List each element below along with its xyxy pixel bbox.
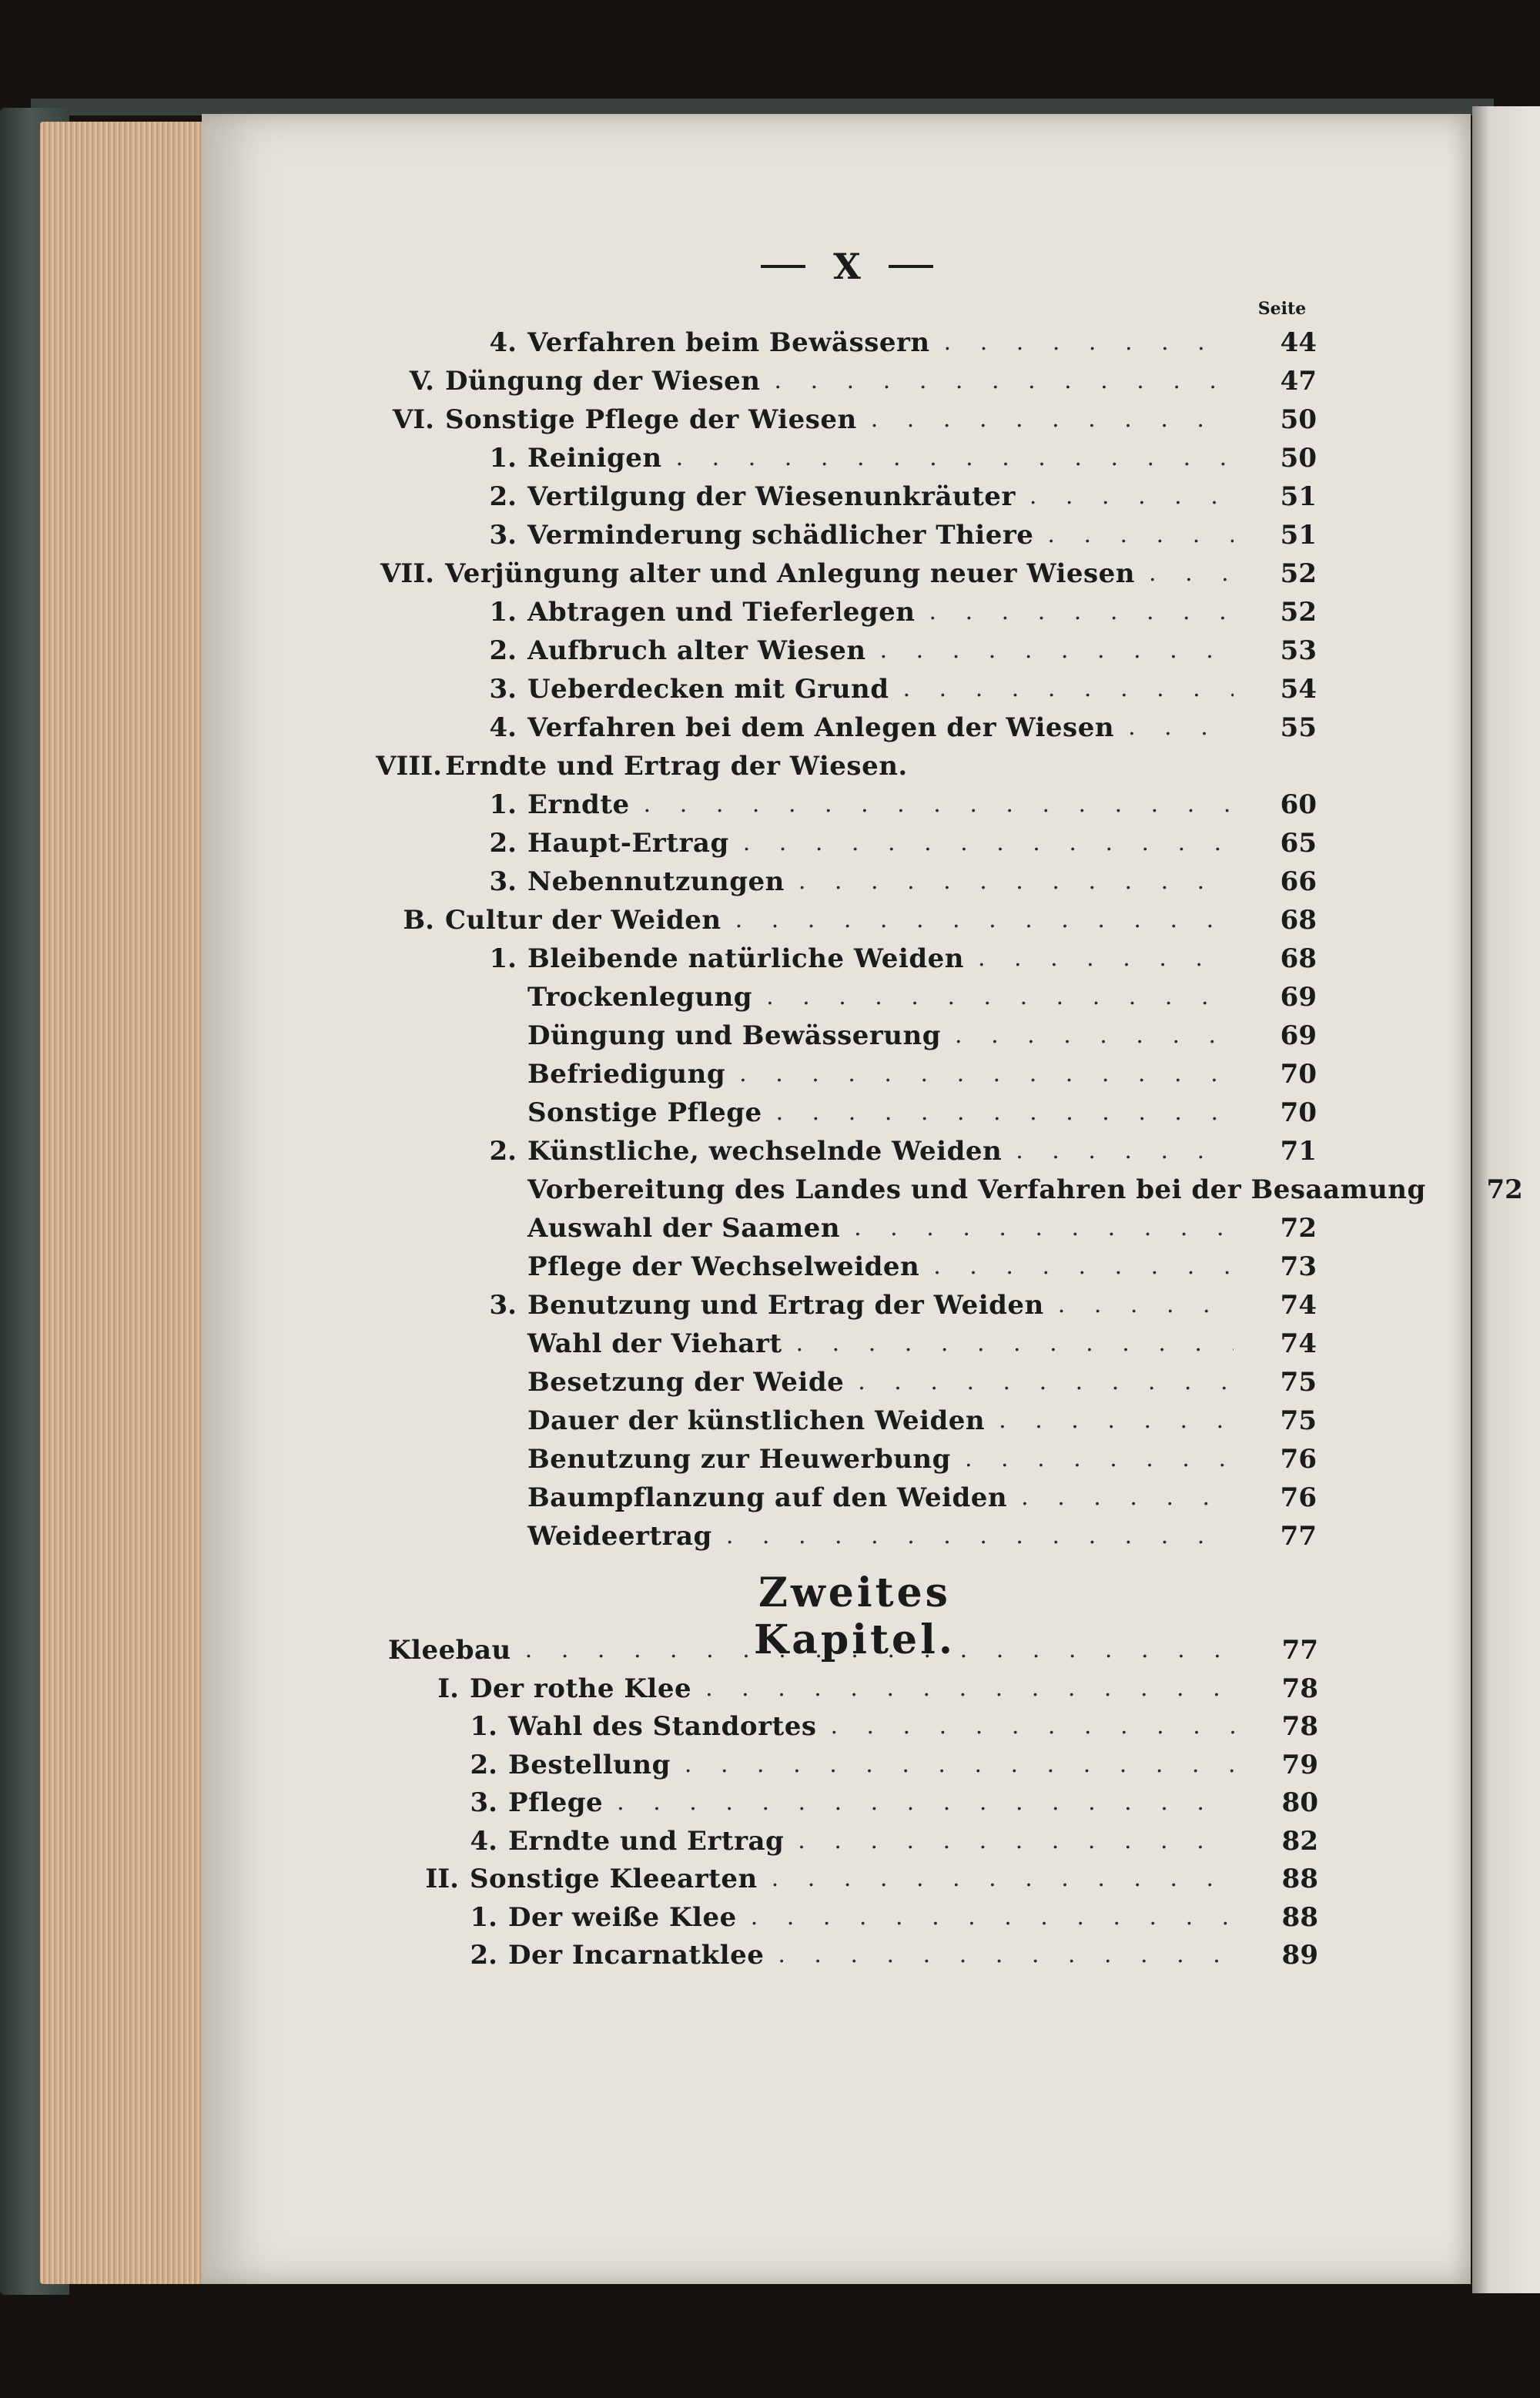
toc-entry-number: V. [409, 366, 434, 397]
toc-leader-dots [798, 862, 1234, 901]
toc-entry-page-number: 79 [1281, 1749, 1318, 1780]
toc-entry-number: 4. [489, 712, 517, 743]
toc-entry-page-number: 69 [1280, 1020, 1317, 1051]
toc-entry-page-number: 69 [1280, 982, 1317, 1013]
toc-entry-page-number: 73 [1280, 1251, 1317, 1282]
toc-leader-dots [735, 901, 1234, 939]
toc-entry-page-number: 68 [1280, 905, 1317, 936]
toc-leader-dots [525, 1631, 1235, 1670]
toc-entry-number: 3. [489, 866, 517, 897]
toc-entry-number: 2. [470, 1749, 497, 1780]
toc-entry-title: Bleibende natürliche Weiden [527, 943, 964, 974]
toc-entry-page-number: 76 [1280, 1482, 1317, 1513]
toc-entry-title: Der weiße Klee [508, 1901, 737, 1933]
toc-entry-title: Vorbereitung des Landes und Verfahren bei der Besaamung [527, 1174, 1426, 1205]
toc-entry-title: Erndte und Ertrag [508, 1825, 785, 1857]
toc-leader-dots [880, 631, 1234, 670]
toc-entry [376, 554, 1317, 593]
toc-entry-page-number: 70 [1280, 1097, 1317, 1128]
toc-entry-title: Besetzung der Weide [527, 1367, 845, 1398]
toc-entry-title: Haupt-Ertrag [527, 828, 729, 859]
toc-leader-dots [1021, 1479, 1234, 1517]
toc-entry-number: 4. [470, 1825, 497, 1857]
toc-entry [458, 1094, 1317, 1132]
toc-entry-page-number: 54 [1280, 674, 1317, 705]
toc-entry-number: 1. [470, 1901, 497, 1933]
toc-entry-title: Abtragen und Tieferlegen [527, 597, 916, 628]
toc-entry [458, 1325, 1317, 1363]
toc-entry-title: Verfahren bei dem Anlegen der Wiesen [527, 712, 1115, 743]
toc-entry [439, 1783, 1318, 1822]
toc-leader-dots [685, 1746, 1235, 1784]
toc-entry-title: Reinigen [527, 443, 662, 474]
toc-leader-dots [798, 1822, 1235, 1860]
toc-leader-dots [955, 1016, 1234, 1055]
toc-entry-number: VII. [380, 558, 434, 589]
toc-entry [458, 323, 1317, 362]
toc-leader-dots [705, 1670, 1235, 1708]
toc-entry-page-number: 50 [1280, 443, 1317, 474]
toc-entry [400, 1670, 1318, 1708]
toc-leader-dots [726, 1517, 1234, 1556]
toc-leader-dots [796, 1325, 1234, 1363]
toc-entry [458, 516, 1317, 554]
toc-entry [458, 477, 1317, 516]
toc-entry-page-number: 47 [1280, 366, 1317, 397]
toc-entry-page-number: 89 [1281, 1940, 1318, 1971]
toc-leader-dots [775, 362, 1234, 400]
toc-entry-page-number: 44 [1280, 327, 1317, 358]
toc-leader-dots [739, 1055, 1234, 1094]
toc-leader-dots [933, 1248, 1234, 1286]
toc-entry-page-number: 71 [1280, 1136, 1317, 1167]
toc-entry [439, 1936, 1318, 1974]
toc-entry [458, 631, 1317, 670]
toc-entry-page-number: 78 [1281, 1711, 1318, 1742]
toc-entry-page-number: 78 [1281, 1673, 1318, 1704]
toc-entry [376, 400, 1317, 439]
toc-leader-dots [999, 1402, 1234, 1440]
toc-entry-page-number: 88 [1281, 1864, 1318, 1894]
toc-entry-page-number: 68 [1280, 943, 1317, 974]
toc-leader-dots [858, 1363, 1234, 1402]
toc-entry [439, 1746, 1318, 1784]
toc-entry-number: 2. [489, 1136, 517, 1167]
toc-entry [458, 1479, 1317, 1517]
toc-entry-title: Sonstige Pflege [527, 1097, 762, 1128]
toc-entry [377, 1631, 1318, 1670]
toc-entry-title: Auswahl der Saamen [527, 1213, 841, 1244]
toc-entry-number: 2. [489, 635, 517, 666]
toc-entry-number: 2. [489, 481, 517, 512]
toc-entry-page-number: 72 [1280, 1213, 1317, 1244]
toc-entry-title: Wahl des Standortes [508, 1711, 817, 1742]
toc-entry [376, 362, 1317, 400]
toc-entry-number: 2. [489, 828, 517, 859]
toc-entry-page-number: 53 [1280, 635, 1317, 666]
toc-entry [458, 1363, 1317, 1402]
toc-entry [400, 1860, 1318, 1898]
toc-entry [458, 785, 1317, 824]
toc-entry-page-number: 52 [1280, 558, 1317, 589]
toc-leader-dots [1058, 1286, 1234, 1325]
toc-leader-dots [871, 400, 1234, 439]
book-cover-top-edge [31, 99, 1494, 116]
toc-entry-title: Düngung und Bewässerung [527, 1020, 942, 1051]
toc-entry-title: Aufbruch alter Wiesen [527, 635, 866, 666]
toc-leader-dots [1128, 708, 1234, 747]
toc-entry-page-number: 65 [1280, 828, 1317, 859]
toc-entry [458, 1209, 1317, 1248]
toc-entry-title: Der rothe Klee [470, 1673, 692, 1704]
toc-leader-dots [1029, 477, 1234, 516]
toc-entry-number: 4. [489, 327, 517, 358]
toc-entry-page-number: 75 [1280, 1367, 1317, 1398]
toc-entry-title: Erndte [527, 789, 630, 820]
header-dash-right [889, 265, 933, 268]
toc-entry [458, 439, 1317, 477]
toc-entry-title: Trockenlegung [527, 982, 753, 1013]
toc-entry-number: 2. [470, 1940, 497, 1971]
toc-entry-title: Kleebau [388, 1635, 511, 1666]
toc-entry-page-number: 70 [1280, 1059, 1317, 1090]
toc-entry-title: Wahl der Viehart [527, 1328, 782, 1359]
toc-entry-page-number: 51 [1280, 481, 1317, 512]
toc-entry-title: Weideertrag [527, 1521, 712, 1552]
toc-entry [439, 1898, 1318, 1937]
toc-entry [458, 708, 1317, 747]
toc-leader-dots [778, 1936, 1235, 1974]
toc-entry [376, 901, 1317, 939]
toc-entry-page-number: 76 [1280, 1444, 1317, 1475]
toc-leader-dots [830, 1707, 1235, 1746]
toc-leader-dots [766, 978, 1234, 1016]
toc-entry-title: Vertilgung der Wiesenunkräuter [527, 481, 1016, 512]
toc-entry [458, 1517, 1317, 1556]
toc-entry [458, 1171, 1523, 1209]
toc-entry-title: Befriedigung [527, 1059, 726, 1090]
toc-entry-title: Benutzung zur Heuwerbung [527, 1444, 951, 1475]
toc-leader-dots [772, 1860, 1235, 1898]
toc-entry-page-number: 75 [1280, 1405, 1317, 1436]
chapter-heading: Zweites Kapitel. [754, 1569, 956, 1663]
toc-entry-number: 1. [489, 443, 517, 474]
toc-entry-title: Ueberdecken mit Grund [527, 674, 889, 705]
toc-entry-page-number: 55 [1280, 712, 1317, 743]
toc-entry-title: Bestellung [508, 1749, 671, 1780]
toc-entry-number: B. [403, 905, 434, 936]
toc-entry-number: II. [425, 1864, 459, 1894]
toc-entry-number: 1. [470, 1711, 497, 1742]
toc-leader-dots [978, 939, 1234, 978]
toc-entry-number: VIII. [376, 751, 442, 782]
toc-leader-dots [751, 1898, 1235, 1937]
toc-entry [439, 1707, 1318, 1746]
toc-entry [458, 1402, 1317, 1440]
toc-entry-page-number: 52 [1280, 597, 1317, 628]
header-dash-left [761, 265, 805, 268]
toc-entry-page-number: 77 [1281, 1635, 1318, 1666]
toc-entry-page-number: 66 [1280, 866, 1317, 897]
toc-entry-number: 1. [489, 789, 517, 820]
toc-entry [376, 747, 1317, 785]
toc-entry [458, 862, 1317, 901]
toc-entry-title: Der Incarnatklee [508, 1940, 765, 1971]
toc-entry-number: 1. [489, 597, 517, 628]
toc-entry-page-number: 51 [1280, 520, 1317, 551]
toc-entry-page-number: 77 [1280, 1521, 1317, 1552]
toc-entry [458, 1055, 1317, 1094]
page-roman-numeral: X [833, 246, 861, 287]
toc-leader-dots [617, 1783, 1235, 1822]
toc-entry [439, 1822, 1318, 1860]
toc-leader-dots [1149, 554, 1234, 593]
page-column-label: Seite [1257, 299, 1307, 319]
toc-entry [458, 1132, 1317, 1171]
toc-entry-number: VI. [392, 404, 434, 435]
toc-entry-title: Erndte und Ertrag der Wiesen. [445, 751, 908, 782]
toc-leader-dots [1016, 1132, 1234, 1171]
toc-entry-page-number: 72 [1486, 1174, 1523, 1205]
toc-entry [458, 1248, 1317, 1286]
toc-entry-title: Benutzung und Ertrag der Weiden [527, 1290, 1044, 1321]
toc-entry-page-number: 74 [1280, 1328, 1317, 1359]
toc-entry-title: Sonstige Pflege der Wiesen [445, 404, 857, 435]
toc-entry [458, 824, 1317, 862]
toc-entry-title: Düngung der Wiesen [445, 366, 761, 397]
toc-leader-dots [644, 785, 1234, 824]
toc-entry-title: Baumpflanzung auf den Weiden [527, 1482, 1008, 1513]
toc-entry-title: Künstliche, wechselnde Weiden [527, 1136, 1003, 1167]
toc-entry-title: Verjüngung alter und Anlegung neuer Wiesen [445, 558, 1136, 589]
toc-leader-dots [1047, 516, 1234, 554]
toc-entry-title: Pflege der Wechselweiden [527, 1251, 920, 1282]
toc-entry-number: 3. [470, 1787, 497, 1818]
toc-leader-dots [903, 670, 1234, 708]
toc-leader-dots [944, 323, 1234, 362]
toc-leader-dots [965, 1440, 1234, 1479]
toc-entry-page-number: 80 [1281, 1787, 1318, 1818]
toc-entry-page-number: 50 [1280, 404, 1317, 435]
toc-entry-title: Pflege [508, 1787, 604, 1818]
toc-entry [458, 1286, 1317, 1325]
toc-entry-title: Verminderung schädlicher Thiere [527, 520, 1034, 551]
toc-entry [458, 939, 1317, 978]
toc-entry [458, 1016, 1317, 1055]
toc-entry-number: 3. [489, 674, 517, 705]
toc-entry-title: Nebennutzungen [527, 866, 785, 897]
toc-entry-number: 3. [489, 520, 517, 551]
toc-entry-number: I. [437, 1673, 459, 1704]
toc-entry [458, 593, 1317, 631]
toc-entry [458, 1440, 1317, 1479]
toc-leader-dots [676, 439, 1234, 477]
toc-entry-title: Cultur der Weiden [445, 905, 721, 936]
toc-entry-page-number: 60 [1280, 789, 1317, 820]
toc-entry-number: 3. [489, 1290, 517, 1321]
toc-entry-page-number: 88 [1281, 1901, 1318, 1933]
toc-entry [458, 978, 1317, 1016]
toc-leader-dots [776, 1094, 1234, 1132]
toc-entry-title: Sonstige Kleearten [470, 1864, 758, 1894]
toc-entry-number: 1. [489, 943, 517, 974]
toc-entry-page-number: 74 [1280, 1290, 1317, 1321]
toc-leader-dots [929, 593, 1234, 631]
toc-leader-dots [854, 1209, 1234, 1248]
toc-entry-page-number: 82 [1281, 1825, 1318, 1857]
page-header [732, 245, 962, 288]
toc-entry-title: Verfahren beim Bewässern [527, 327, 930, 358]
toc-leader-dots [743, 824, 1234, 862]
toc-entry-title: Dauer der künstlichen Weiden [527, 1405, 986, 1436]
toc-entry [458, 670, 1317, 708]
